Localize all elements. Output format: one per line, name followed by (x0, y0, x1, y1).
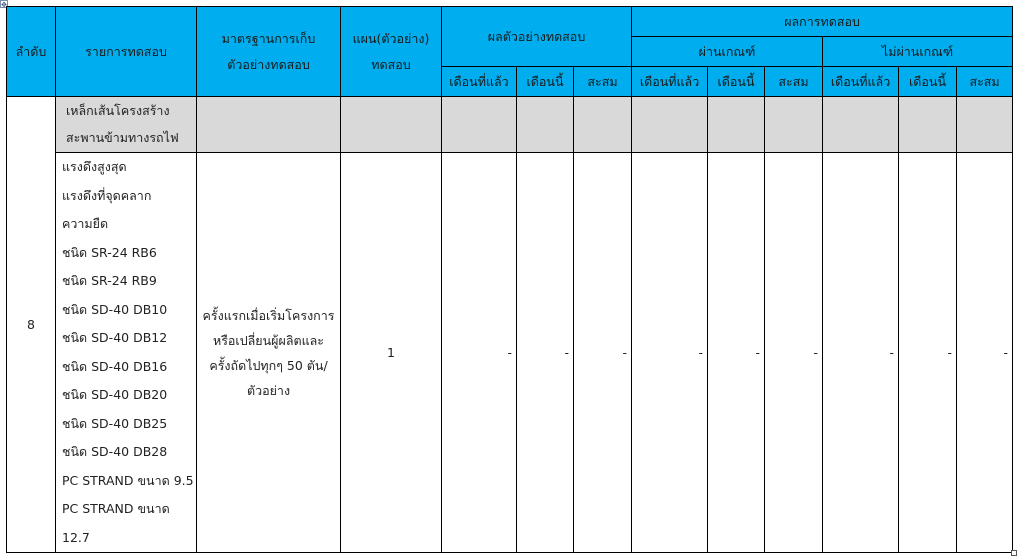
list-item: ชนิด SD-40 DB20 (62, 387, 168, 402)
header-no: ลำดับ (7, 7, 56, 97)
group-cell (823, 97, 899, 153)
group-cell (341, 97, 442, 153)
samples-last-month: - (442, 153, 517, 553)
samples-this-month: - (517, 153, 574, 553)
test-item-list (56, 153, 197, 553)
header-item: รายการทดสอบ (56, 7, 197, 97)
header-passed-cumulative: สะสม (765, 67, 823, 97)
header-failed: ไม่ผ่านเกณฑ์ (823, 37, 1013, 67)
table-move-handle-icon[interactable]: ✥ (1, 1, 7, 9)
header-failed-last-month: เดือนที่แล้ว (823, 67, 899, 97)
table-resize-handle[interactable] (1011, 550, 1017, 556)
header-passed-last-month: เดือนที่แล้ว (632, 67, 708, 97)
group-cell (442, 97, 517, 153)
header-passed: ผ่านเกณฑ์ (632, 37, 823, 67)
header-test-results: ผลการทดสอบ (632, 7, 1013, 37)
test-results-table (6, 6, 1013, 553)
group-cell (899, 97, 957, 153)
list-item: PC STRAND ขนาด 9.5 (62, 472, 194, 488)
passed-last-month: - (632, 153, 708, 553)
header-samples-this-month: เดือนนี้ (517, 67, 574, 97)
list-item: แรงดึงที่จุดคลาก (62, 187, 152, 203)
group-row (7, 97, 1013, 153)
header-failed-this-month: เดือนนี้ (899, 67, 957, 97)
header-standard-line1: มาตรฐานการเก็บ (221, 30, 316, 46)
group-cell (632, 97, 708, 153)
header-plan-line1: แผน(ตัวอย่าง) (352, 30, 430, 46)
group-cell (517, 97, 574, 153)
list-item: ชนิด SD-40 DB25 (62, 415, 168, 431)
list-item: ชนิด SD-40 DB28 (62, 444, 168, 459)
passed-cumulative: - (765, 153, 823, 553)
list-item: ชนิด SR-24 RB6 (62, 244, 157, 260)
header-plan (341, 7, 442, 97)
list-item: ชนิด SD-40 DB10 (62, 301, 168, 317)
group-cell (957, 97, 1013, 153)
header-standard-line2: ตัวอย่างทดสอบ (227, 56, 310, 72)
header-plan-line2: ทดสอบ (371, 56, 411, 72)
list-item: PC STRAND ขนาด (62, 501, 170, 516)
group-cell (197, 97, 341, 153)
list-item: ชนิด SD-40 DB12 (62, 330, 168, 345)
header-standard (197, 7, 341, 97)
header-passed-this-month: เดือนนี้ (708, 67, 765, 97)
standard-line2: หรือเปลี่ยนผู้ผลิตและ (212, 332, 325, 348)
plan-value: 1 (341, 153, 442, 553)
group-cell (708, 97, 765, 153)
list-item: ความยืด (62, 216, 109, 231)
table-row (7, 153, 1013, 553)
header-samples-tested: ผลตัวอย่างทดสอบ (442, 7, 632, 67)
header-samples-cumulative: สะสม (574, 67, 632, 97)
standard-line1: ครั้งแรกเมื่อเริ่มโครงการ (202, 307, 335, 323)
list-item: แรงดึงสูงสุด (62, 159, 127, 174)
group-cell (765, 97, 823, 153)
list-item: 12.7 (62, 529, 90, 545)
list-item: ชนิด SD-40 DB16 (62, 358, 168, 374)
list-item: ชนิด SR-24 RB9 (62, 273, 157, 288)
group-title (56, 97, 197, 153)
header-failed-cumulative: สะสม (957, 67, 1013, 97)
group-cell (574, 97, 632, 153)
failed-last-month: - (823, 153, 899, 553)
standard-line4: ตัวอย่าง (246, 382, 291, 398)
standard-line3: ครั้งถัดไปทุกๆ 50 ตัน/ (209, 357, 328, 373)
failed-cumulative: - (957, 153, 1013, 553)
row-no: 8 (7, 97, 56, 553)
group-title-line1: เหล็กเส้นโครงสร้าง (66, 103, 170, 118)
passed-this-month: - (708, 153, 765, 553)
header-samples-last-month: เดือนที่แล้ว (442, 67, 517, 97)
samples-cumulative: - (574, 153, 632, 553)
sampling-standard (197, 153, 341, 553)
group-title-line2: สะพานข้ามทางรถไฟ (66, 130, 179, 145)
failed-this-month: - (899, 153, 957, 553)
